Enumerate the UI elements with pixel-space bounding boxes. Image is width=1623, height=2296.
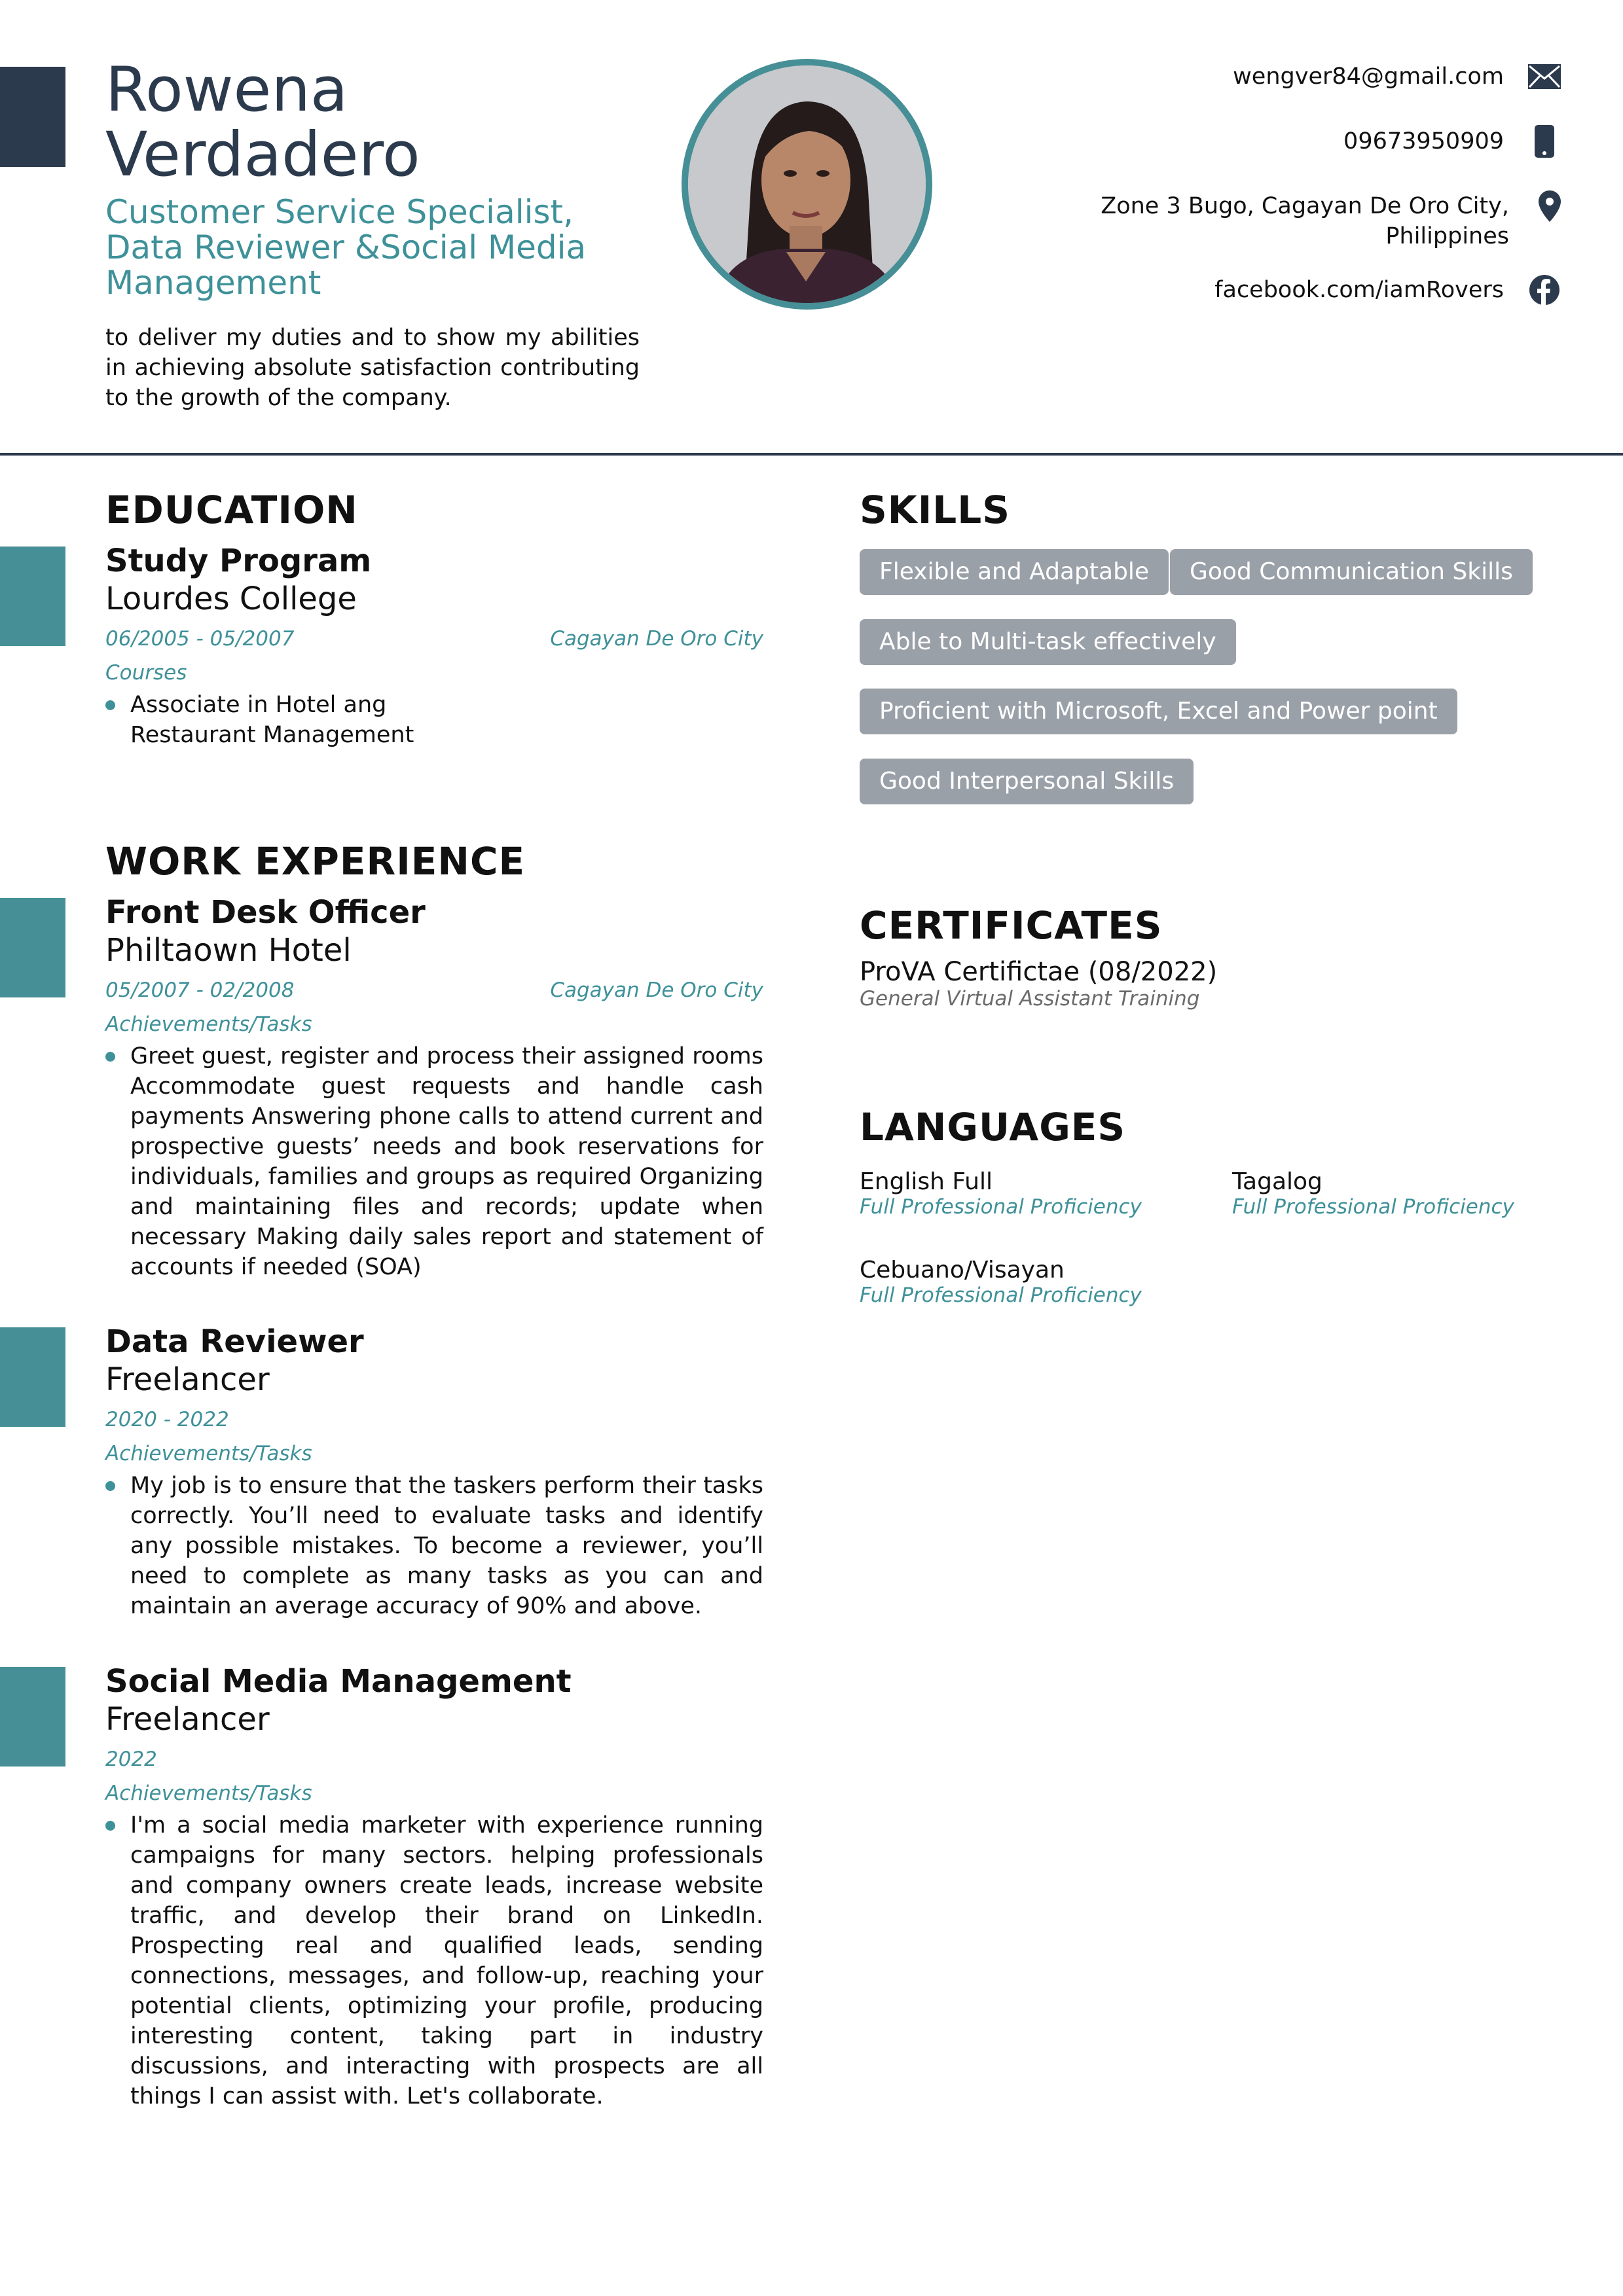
phone-text[interactable]: 09673950909 [1343,128,1504,154]
work-accent-block-1 [0,898,65,997]
task-text: I'm a social media marketer with experience running campaigns for many sectors. helping professionals and company owners create leads, increase website traffic, and develop their brand on LinkedIn. Prospecting real and qualified leads, sending connections, messages, and follow-up, reaching your potential clients, optimizing your profile, producing interesting content, taking part in industry discussions, and interacting with prospects are all things I can assist with. Let's collaborate. [130,1812,763,2109]
work-meta [105,971,763,1007]
work-dates: 2020 - 2022 [105,1408,229,1431]
work-dates: 2022 [105,1748,157,1771]
header-accent-block [0,67,65,167]
envelope-icon [1526,62,1563,92]
work-location: Cagayan De Oro City [550,978,763,1002]
education-entry [105,542,763,750]
candidate-name: Rowena Verdadero [105,54,420,190]
language-level: Full Professional Proficiency [1232,1195,1514,1219]
profile-photo [682,59,932,310]
skill-tag: Good Interpersonal Skills [860,759,1194,804]
company-name: Philtaown Hotel [105,932,352,969]
skill-tag: Able to Multi-task effectively [860,619,1236,665]
education-meta [105,619,763,656]
bullet-dot [105,700,115,710]
school-name: Lourdes College [105,581,357,617]
contact-facebook[interactable] [1214,275,1563,305]
job-title: Customer Service Specialist, Data Reviewer &Social Media Management [105,193,587,302]
language-item [860,1257,1142,1307]
facebook-icon [1526,275,1563,305]
course-list-item [105,690,763,750]
course-text: Associate in Hotel ang Restaurant Management [130,692,414,748]
contact-email[interactable] [1233,62,1563,92]
skills-heading: SKILLS [860,488,1010,532]
work-accent-block-2 [0,1327,65,1427]
education-accent-block [0,547,65,646]
company-name: Freelancer [105,1361,270,1398]
languages-heading: LANGUAGES [860,1105,1126,1149]
task-list-item [105,1471,763,1621]
header-divider [0,453,1623,456]
courses-label: Courses [105,661,187,685]
certificate-description: General Virtual Assistant Training [860,987,1200,1011]
address-text: Zone 3 Bugo, Cagayan De Oro City, Philippines [1101,193,1509,249]
task-text: My job is to ensure that the taskers perform their tasks correctly. You’ll need to evaluate tasks and identify any possible mistakes. To become a reviewer, you’ll need to complete as many tasks as you can and maintain an average accuracy of 90% and above. [130,1473,763,1619]
work-meta [105,1740,763,1776]
task-text: Greet guest, register and process their assigned rooms Accommodate guest requests and handle cash payments Answering phone calls to attend current and prospective guests’ needs and book reservations for individuals, families and groups as required Organizing and maintaining files and records; update when necessary Making daily sales report and statement of accounts if needed (SOA) [130,1043,763,1280]
language-level: Full Professional Proficiency [860,1283,1142,1307]
skill-tag: Flexible and Adaptable [860,549,1169,595]
contact-address [1101,191,1568,251]
facebook-text[interactable]: facebook.com/iamRovers [1214,277,1504,303]
certificate-name: ProVA Certifictae (08/2022) [860,957,1218,987]
summary-text: to deliver my duties and to show my abilities in achieving absolute satisfaction contributing to the growth of the company. [105,325,640,411]
contact-phone[interactable] [1343,126,1563,156]
location-pin-icon [1531,191,1568,221]
phone-icon [1526,126,1563,156]
certificates-heading: CERTIFICATES [860,903,1163,948]
task-list-item [105,1810,763,2111]
program-name: Study Program [105,543,372,579]
language-item [1232,1168,1514,1219]
education-heading: EDUCATION [105,488,358,532]
email-text[interactable]: wengver84@gmail.com [1233,63,1504,90]
education-location: Cagayan De Oro City [550,627,763,651]
language-name: English Full [860,1168,993,1195]
work-entry-1 [105,893,763,1282]
work-entry-2 [105,1323,763,1621]
portrait-illustration [688,65,926,303]
education-dates: 06/2005 - 05/2007 [105,627,295,651]
language-item [860,1168,1142,1219]
work-entry-3 [105,1662,763,2111]
skill-tag: Good Communication Skills [1170,549,1533,595]
language-name: Cebuano/Visayan [860,1257,1065,1283]
certificate-item [860,957,1217,1011]
tasks-label: Achievements/Tasks [105,1782,312,1805]
bullet-dot [105,1052,115,1062]
work-meta [105,1400,763,1437]
company-name: Freelancer [105,1701,270,1738]
tasks-label: Achievements/Tasks [105,1013,312,1036]
skill-tag: Proficient with Microsoft, Excel and Power point [860,689,1457,734]
task-list-item [105,1041,763,1282]
tasks-label: Achievements/Tasks [105,1442,312,1465]
role-title: Social Media Management [105,1663,572,1700]
work-accent-block-3 [0,1667,65,1767]
role-title: Front Desk Officer [105,894,426,931]
bullet-dot [105,1821,115,1831]
work-experience-heading: WORK EXPERIENCE [105,839,526,884]
role-title: Data Reviewer [105,1323,364,1360]
work-dates: 05/2007 - 02/2008 [105,978,295,1002]
bullet-dot [105,1481,115,1491]
language-name: Tagalog [1232,1168,1322,1195]
language-level: Full Professional Proficiency [860,1195,1142,1219]
